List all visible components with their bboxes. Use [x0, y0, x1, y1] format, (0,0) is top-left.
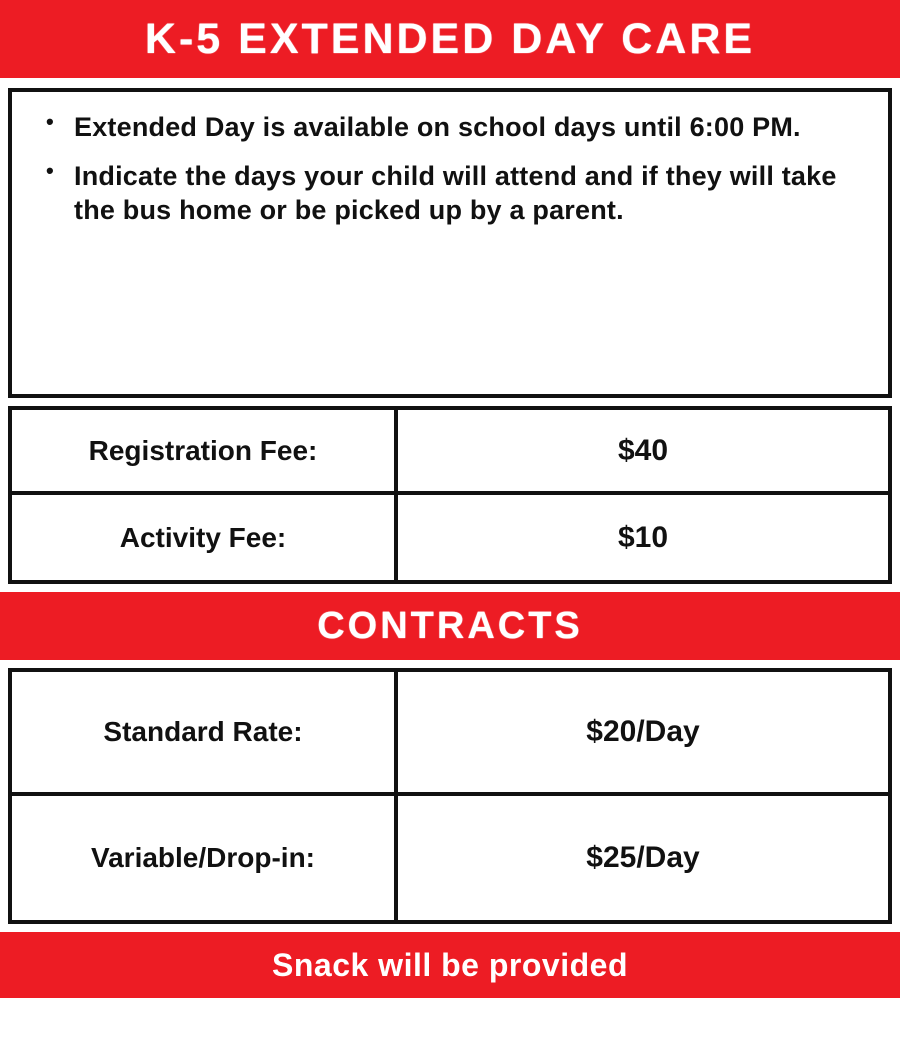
- table-row: [8, 406, 892, 495]
- notes-list: [38, 110, 862, 228]
- footer-note: Snack will be provided: [0, 932, 900, 998]
- notes-box: [8, 88, 892, 398]
- contract-label: Standard Rate:: [8, 668, 398, 796]
- contracts-heading: CONTRACTS: [0, 592, 900, 660]
- table-row: [8, 668, 892, 796]
- contract-label: Variable/Drop-in:: [8, 796, 398, 924]
- contract-value: $20/Day: [398, 668, 892, 796]
- table-row: [8, 495, 892, 584]
- page-title: K-5 EXTENDED DAY CARE: [0, 0, 900, 78]
- fee-label: Activity Fee:: [8, 495, 398, 584]
- fees-table: [8, 406, 892, 584]
- list-item: • Indicate the days your child will attend and if they will take the bus home or be picked up by a parent.: [74, 159, 862, 228]
- contract-value: $25/Day: [398, 796, 892, 924]
- fee-value: $10: [398, 495, 892, 584]
- contracts-table: [8, 668, 892, 924]
- list-item: • Extended Day is available on school days until 6:00 PM.: [74, 110, 862, 145]
- table-row: [8, 796, 892, 924]
- fee-value: $40: [398, 406, 892, 495]
- fee-label: Registration Fee:: [8, 406, 398, 495]
